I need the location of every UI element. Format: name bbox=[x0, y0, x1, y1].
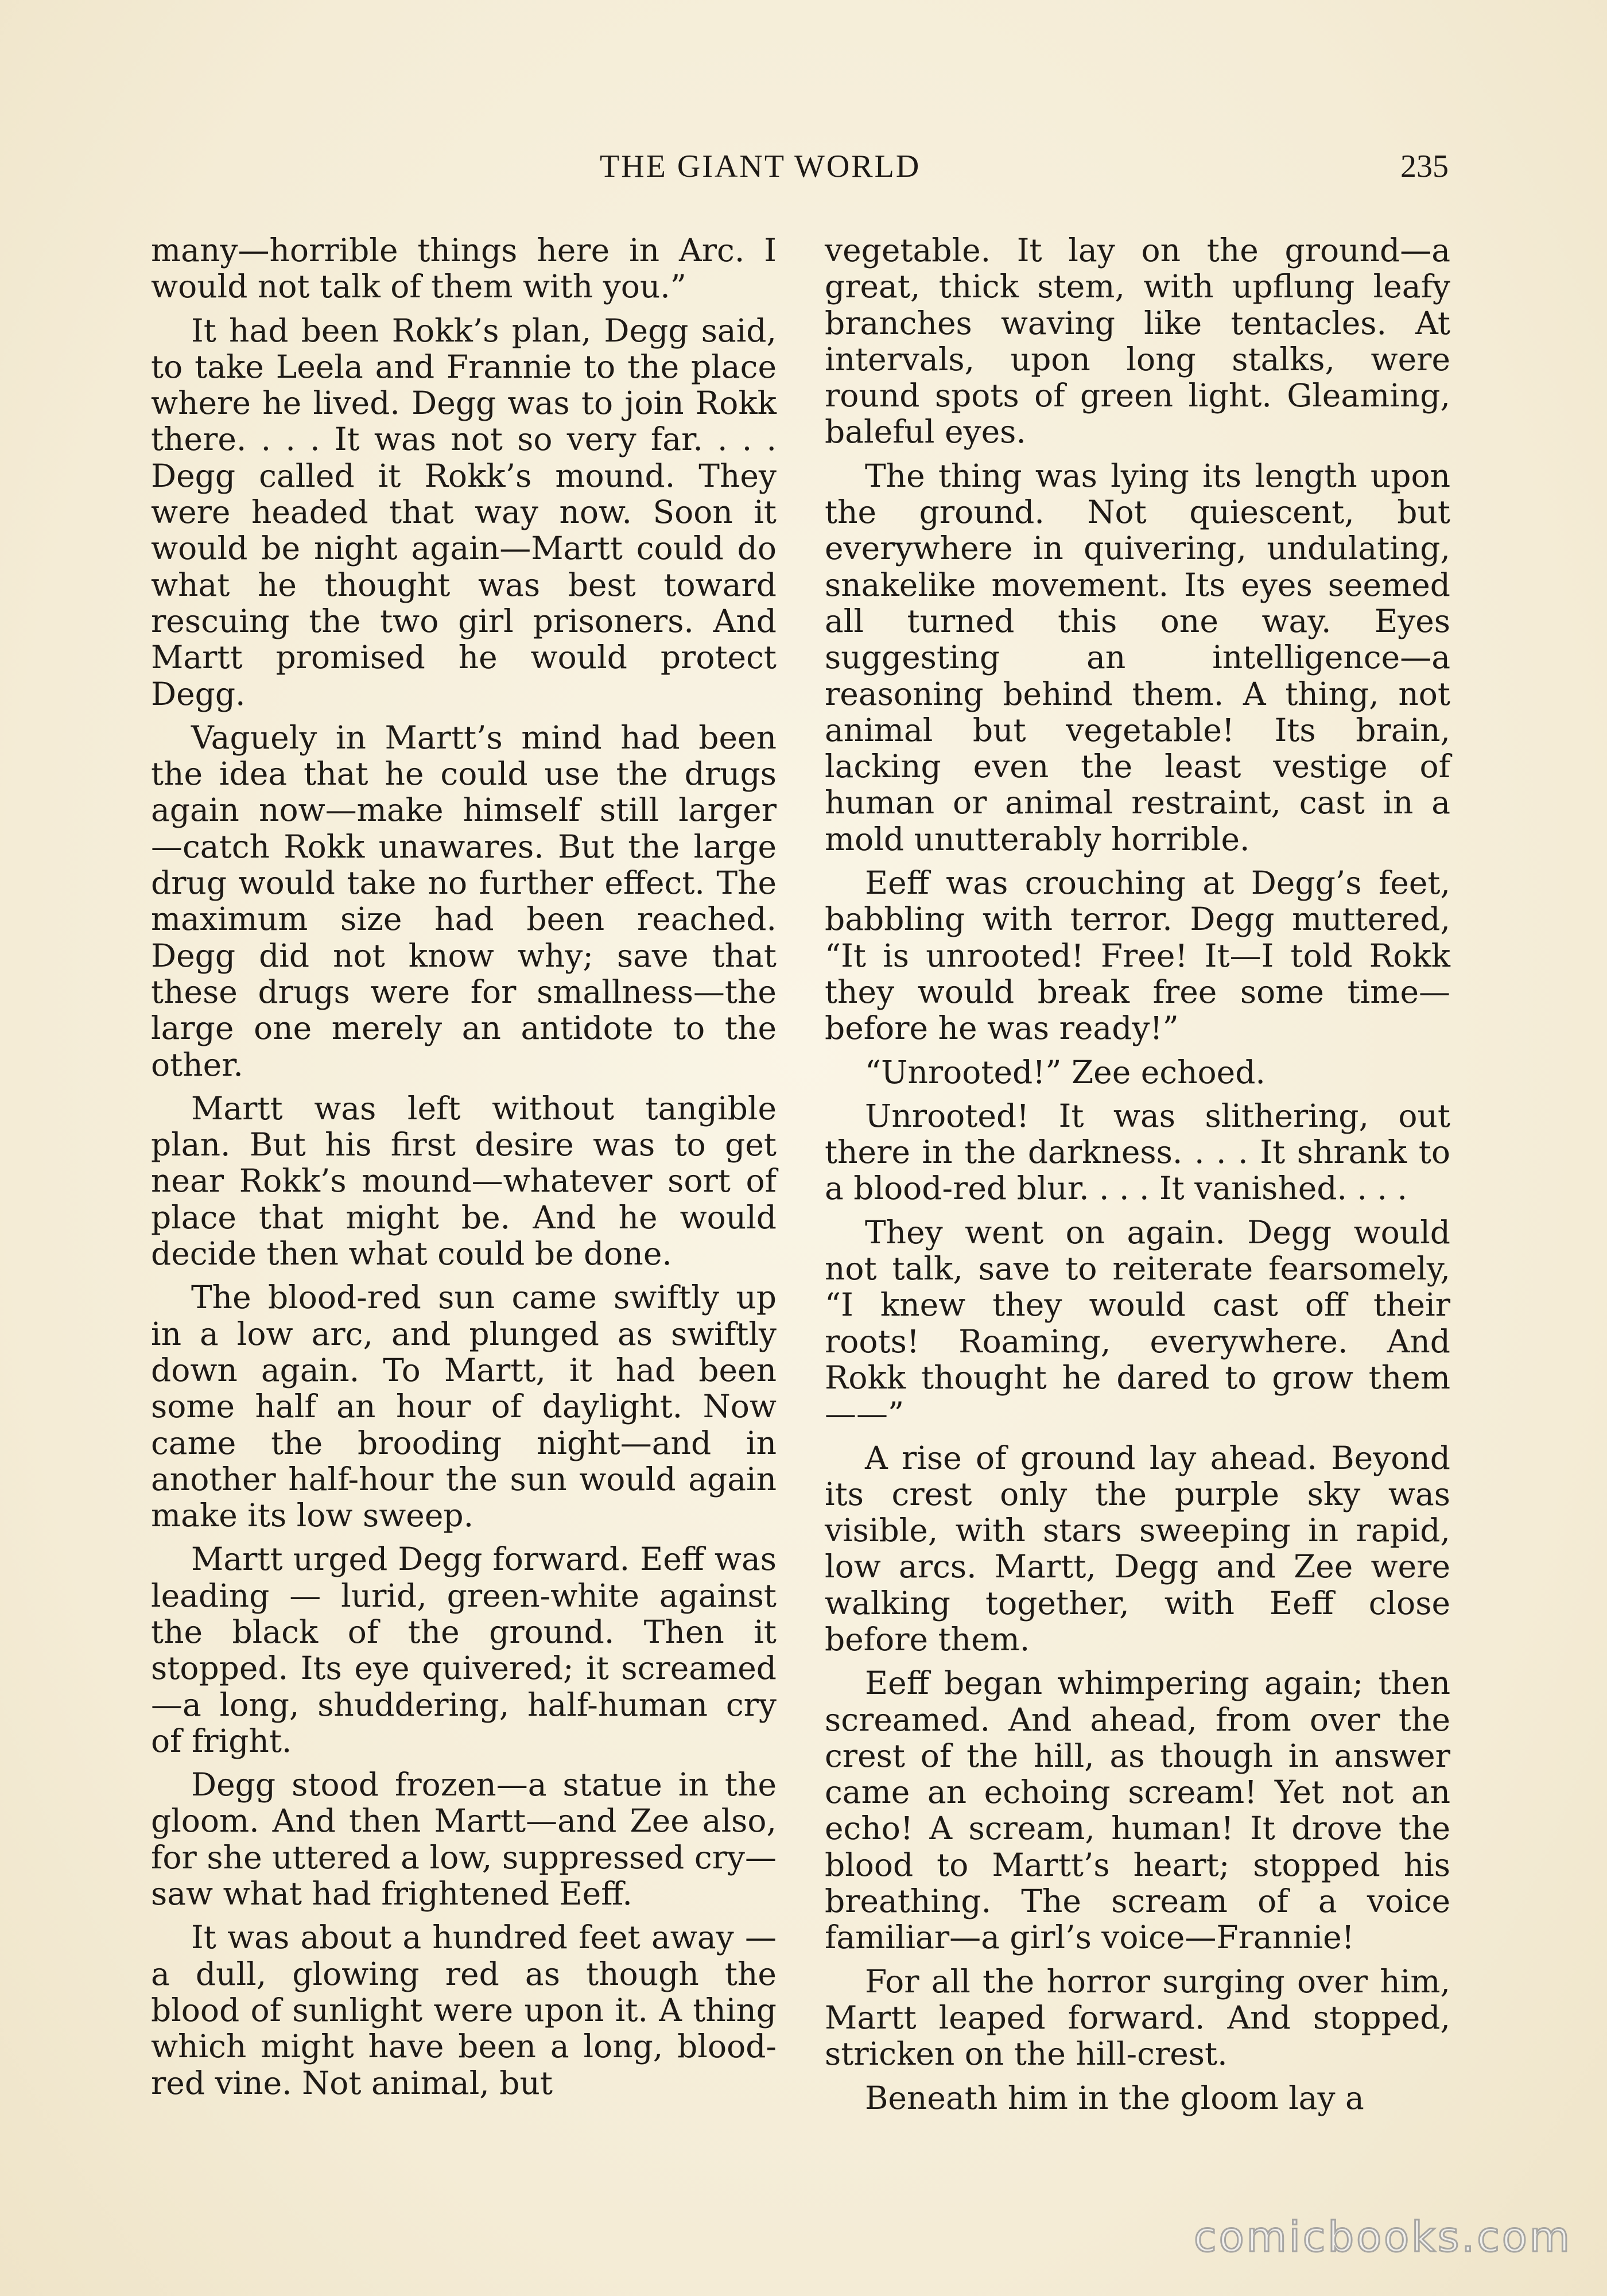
paragraph: Martt was left without tangible plan. But his first desire was to get near Rokk’s mound—whatever sort of place that might be. And he would decide then what could be done. bbox=[151, 1089, 777, 1273]
paragraph: They went on again. Degg would not talk, save to reiterate fearsomely, “I knew they would cast off their roots! Roaming, everywhere. And Rokk thought he dared to grow them——” bbox=[825, 1213, 1450, 1433]
paragraph: Eeff was crouching at Degg’s feet, babbling with terror. Degg muttered, “It is unrooted! Free! It—I told Rokk they would break free some time—before he was ready!” bbox=[825, 864, 1450, 1047]
paragraph: For all the horror surging over him, Martt leaped forward. And stopped, stricken on the hill-crest. bbox=[825, 1963, 1450, 2073]
watermark: comicbooks.com bbox=[1194, 2213, 1573, 2261]
running-head bbox=[0, 144, 1607, 189]
paragraph: many—horrible things here in Arc. I would not talk of them with you.” bbox=[151, 232, 777, 305]
paragraph: vegetable. It lay on the ground—a great, thick stem, with upflung leafy branches waving like tentacles. At intervals, upon long stalks, were round spots of green light. Gleaming, baleful eyes. bbox=[825, 232, 1450, 451]
paragraph: The thing was lying its length upon the ground. Not quiescent, but everywhere in quivering, undulating, snakelike movement. Its eyes seemed all turned this one way. Eyes suggesting an intelligence—a reasoning behind them. A thing, not animal but vegetable! Its brain, lacking even the least vestige of human or animal restraint, cast in a mold unutterably horrible. bbox=[825, 457, 1450, 858]
right-column bbox=[825, 232, 1450, 2124]
paragraph: Unrooted! It was slithering, out there in the darkness. . . . It shrank to a blood-red blur. . . . It vanished. . . . bbox=[825, 1097, 1450, 1207]
paragraph: “Unrooted!” Zee echoed. bbox=[865, 1053, 1266, 1091]
left-column bbox=[151, 232, 777, 2109]
paragraph: A rise of ground lay ahead. Beyond its crest only the purple sky was visible, with stars sweeping in rapid, low arcs. Martt, Degg and Zee were walking together, with Eeff close before them. bbox=[825, 1439, 1450, 1658]
paragraph: Eeff began whimpering again; then screamed. And ahead, from over the crest of the hill, as though in answer came an echoing scream! Yet not an echo! A scream, human! It drove the blood to Martt’s heart; stopped his breathing. The scream of a voice familiar—a girl’s voice—Frannie! bbox=[825, 1665, 1450, 1956]
running-head-title: THE GIANT WORLD bbox=[600, 149, 921, 184]
paragraph: Martt urged Degg forward. Eeff was leading — lurid, green-white against the black of the ground. Then it stopped. Its eye quivered; it screamed—a long, shuddering, half-human cry of fright. bbox=[151, 1541, 777, 1759]
page-number: 235 bbox=[1400, 149, 1449, 184]
paragraph: Beneath him in the gloom lay a bbox=[865, 2079, 1364, 2116]
paragraph: The blood-red sun came swiftly up in a low arc, and plunged as swiftly down again. To Martt, it had been some half an hour of daylight. Now came the brooding night—and in another half-hour the sun would again make its low sweep. bbox=[151, 1279, 777, 1534]
paragraph: Vaguely in Martt’s mind had been the idea that he could use the drugs again now—make himself still larger —catch Rokk unawares. But the large drug would take no further effect. The maximum size had been reached. Degg did not know why; save that these drugs were for smallness—the large one merely an antidote to the other. bbox=[151, 719, 777, 1083]
paragraph: Degg stood frozen—a statue in the gloom. And then Martt—and Zee also, for she uttered a low, suppressed cry—saw what had frightened Eeff. bbox=[151, 1766, 777, 1913]
paragraph: It was about a hundred feet away —a dull, glowing red as though the blood of sunlight were upon it. A thing which might have been a long, blood-red vine. Not animal, but bbox=[151, 1919, 777, 2101]
paragraph: It had been Rokk’s plan, Degg said, to take Leela and Frannie to the place where he lived. Degg was to join Rokk there. . . . It was not so very far. . . . Degg called it Rokk’s mound. They were headed that way now. Soon it would be night again—Martt could do what he thought was best toward rescuing the two girl prisoners. And Martt promised he would protect Degg. bbox=[151, 312, 777, 712]
